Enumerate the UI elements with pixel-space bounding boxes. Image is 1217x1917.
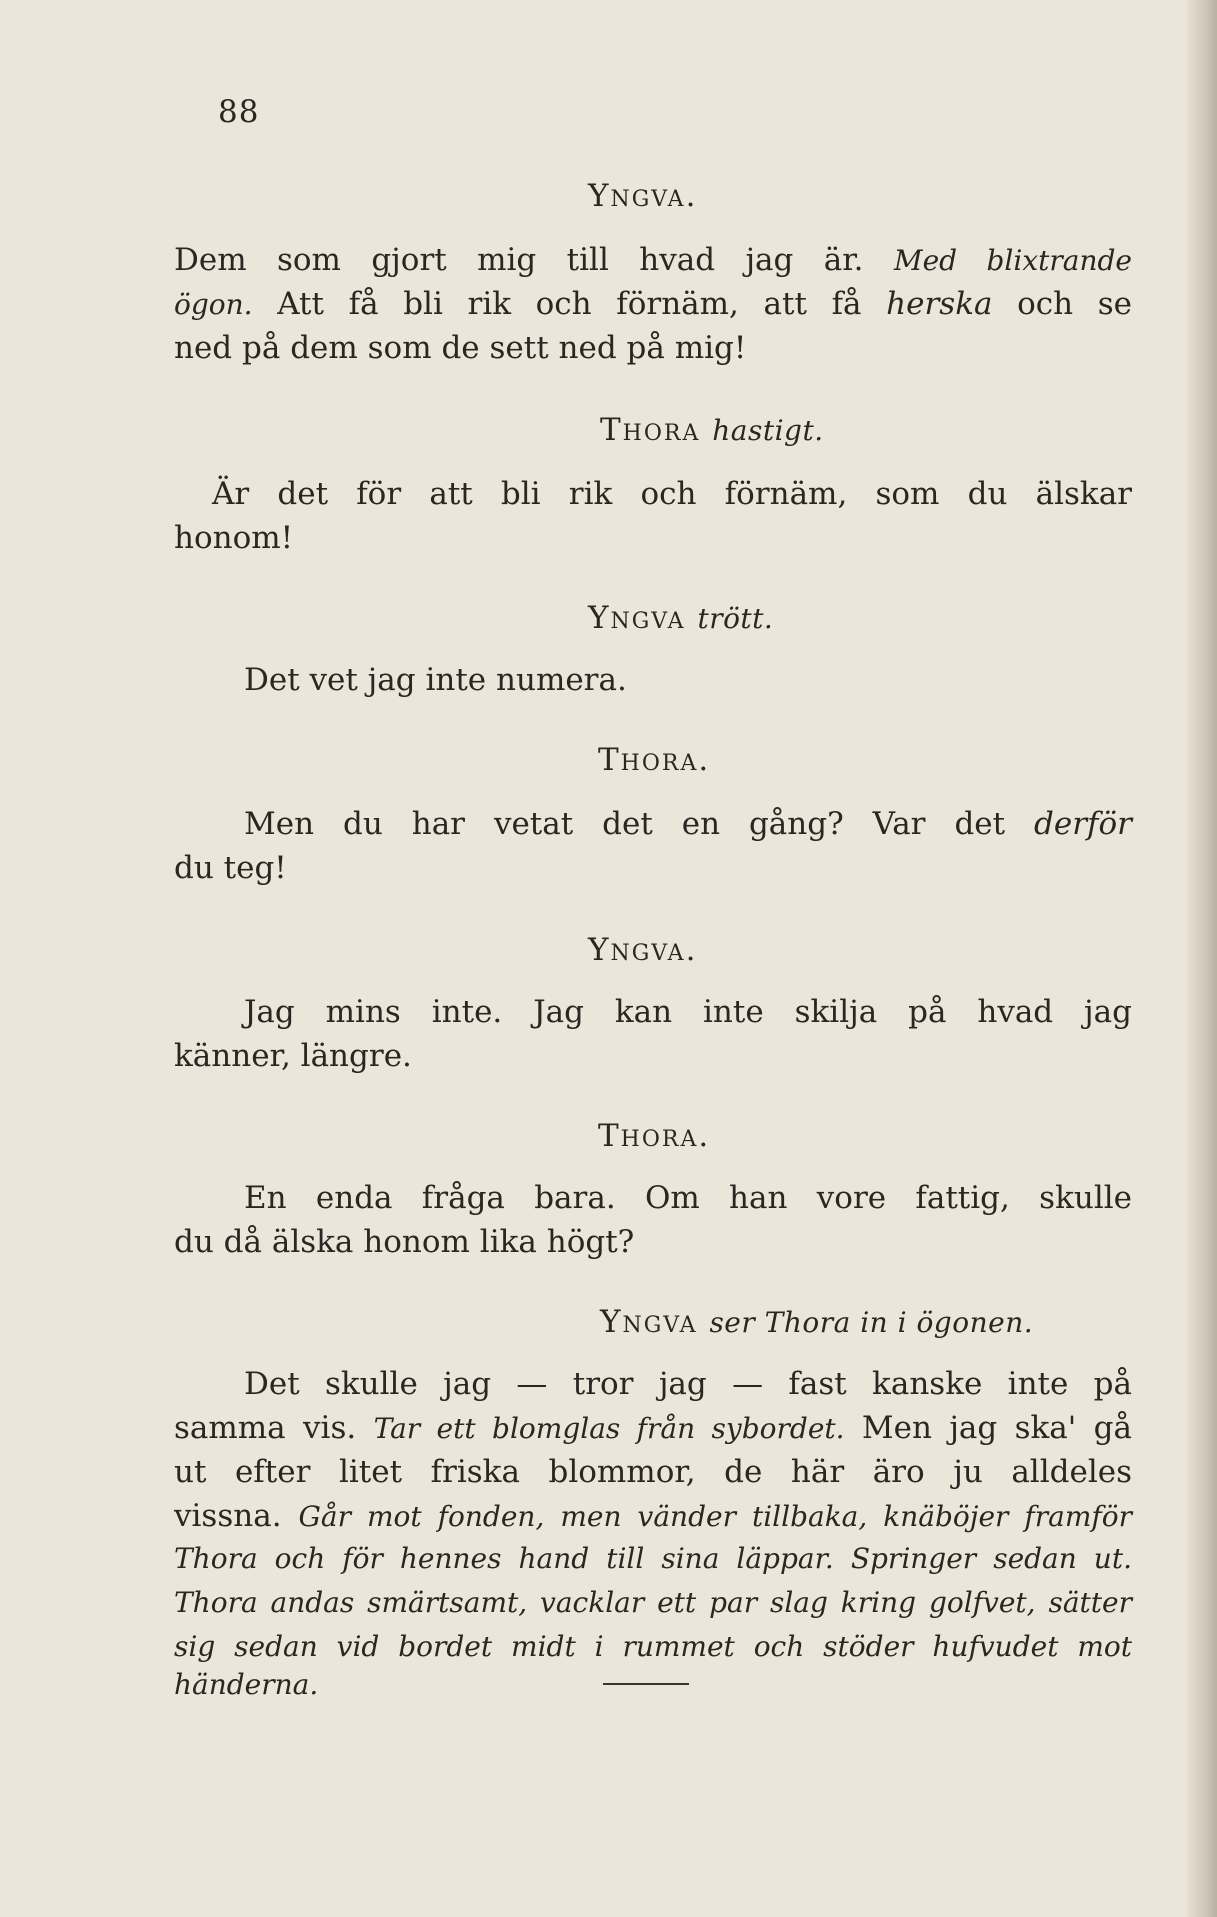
text-line: du då älska honom lika högt? (174, 1224, 635, 1260)
text-line: ögon. Att få bli rik och förnäm, att få herska och se (174, 286, 1132, 322)
text-line: Är det för att bli rik och förnäm, som du älskar (212, 476, 1132, 512)
page-edge (1187, 0, 1217, 1917)
speaker-yngva: Yngva. (588, 178, 698, 214)
text-line: samma vis. Tar ett blomglas från sybordet. Men jag ska' gå (174, 1410, 1132, 1446)
text-line: känner, längre. (174, 1038, 412, 1074)
speaker-thora: Thora. (598, 742, 711, 778)
text-line: En enda fråga bara. Om han vore fattig, skulle (244, 1180, 1132, 1216)
stage-direction-line: sig sedan vid bordet midt i rummet och stöder hufvudet mot (174, 1630, 1132, 1663)
text-line: ned på dem som de sett ned på mig! (174, 330, 747, 366)
speaker-yngva: Yngva ser Thora in i ögonen. (600, 1304, 1034, 1340)
speaker-thora: Thora. (598, 1118, 711, 1154)
text-line: Jag mins inte. Jag kan inte skilja på hvad jag (244, 994, 1132, 1030)
speaker-thora: Thora hastigt. (600, 412, 824, 448)
stage-direction-line: händerna. (174, 1668, 319, 1701)
speaker-yngva: Yngva trött. (588, 600, 774, 636)
stage-direction-line: Thora och för hennes hand till sina läppar. Springer sedan ut. (174, 1542, 1132, 1575)
text-line: Men du har vetat det en gång? Var det derför (244, 806, 1132, 842)
page-number: 88 (218, 94, 260, 130)
speaker-yngva: Yngva. (588, 932, 698, 968)
end-rule (603, 1683, 689, 1685)
text-line: Det vet jag inte numera. (244, 662, 627, 698)
text-line: honom! (174, 520, 294, 556)
stage-direction-line: Thora andas smärtsamt, vacklar ett par slag kring golfvet, sätter (174, 1586, 1132, 1619)
text-line: Det skulle jag — tror jag — fast kanske inte på (244, 1366, 1132, 1402)
text-line: ut efter litet friska blommor, de här äro ju alldeles (174, 1454, 1132, 1490)
text-line: Dem som gjort mig till hvad jag är. Med blixtrande (174, 242, 1132, 278)
text-line: vissna. Går mot fonden, men vänder tillbaka, knäböjer framför (174, 1498, 1133, 1534)
text-line: du teg! (174, 850, 287, 886)
